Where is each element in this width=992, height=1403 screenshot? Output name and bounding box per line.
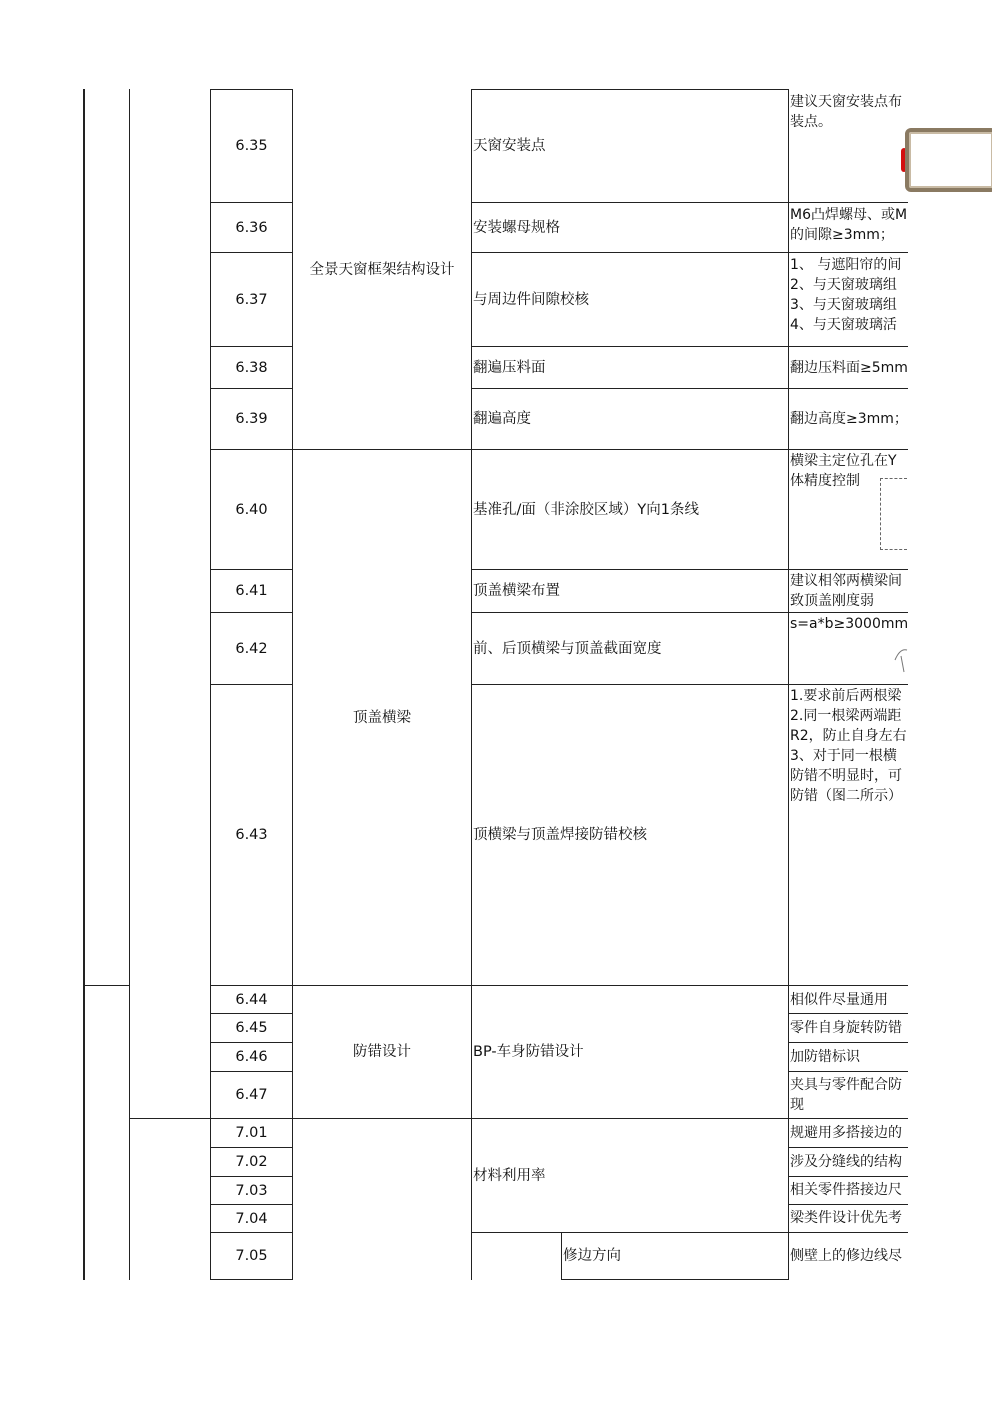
row-line <box>210 1279 292 1280</box>
description-cell <box>789 1246 909 1266</box>
description-line: 的间隙≥3mm； <box>790 227 894 243</box>
description-cell <box>789 92 909 132</box>
description-cell <box>789 1047 909 1067</box>
item-number: 6.42 <box>235 640 268 657</box>
description-cell <box>789 1180 909 1200</box>
description-line: 2、与天窗玻璃组 <box>790 277 897 293</box>
category-skylight: 全景天窗框架结构设计 <box>309 261 455 278</box>
description-line: 防错不明显时，可 <box>790 768 902 784</box>
item-number: 6.45 <box>235 1020 268 1036</box>
description-line: 装点。 <box>790 114 832 130</box>
description-line: 2.同一根梁两端距 <box>790 708 902 724</box>
description-line: 零件自身旋转防错 <box>790 1020 902 1036</box>
description-line: 4、与天窗玻璃活 <box>790 317 897 333</box>
item-label: 安装螺母规格 <box>473 219 560 236</box>
description-line: 梁类件设计优先考 <box>790 1210 902 1226</box>
description-line: 侧壁上的修边线尽 <box>790 1248 902 1264</box>
description-line: 体精度控制 <box>790 473 860 489</box>
item-label: 天窗安装点 <box>473 138 546 154</box>
description-line: 3、对于同一根横 <box>790 748 897 764</box>
item-number: 6.38 <box>235 359 268 376</box>
sketch-fragment-icon <box>893 644 908 674</box>
item-number: 6.37 <box>235 291 268 308</box>
row-line <box>561 1279 788 1280</box>
item-label: 顶盖横梁布置 <box>473 583 560 599</box>
row-line <box>83 985 129 986</box>
description-cell <box>789 358 909 378</box>
description-line: 涉及分缝线的结构 <box>790 1154 902 1170</box>
row-line <box>788 1176 908 1177</box>
item-number: 6.43 <box>235 827 268 843</box>
description-line: 3、与天窗玻璃组 <box>790 297 897 313</box>
description-line: 相似件尽量通用 <box>790 992 888 1008</box>
item-label: 与周边件间隙校核 <box>473 291 589 308</box>
item-number: 7.05 <box>235 1248 268 1264</box>
description-cell <box>789 990 909 1010</box>
description-cell <box>789 409 909 429</box>
description-line: 防错（图二所示） <box>790 788 902 804</box>
description-cell <box>789 686 909 806</box>
item-label: 顶横梁与顶盖焊接防错校核 <box>473 827 647 843</box>
item-label: BP-车身防错设计 <box>473 1044 584 1060</box>
row-line <box>788 1147 908 1148</box>
description-line: 相关零件搭接边尺 <box>790 1182 902 1198</box>
description-cell <box>789 1152 909 1172</box>
item-number: 6.47 <box>235 1087 268 1103</box>
item-number: 6.35 <box>235 138 268 154</box>
item-number: 6.41 <box>235 583 268 599</box>
description-cell <box>789 571 909 611</box>
sketch-fragment <box>880 478 907 550</box>
description-line: s=a*b≥3000mm <box>790 616 909 632</box>
description-line: 翻边高度≥3mm； <box>790 411 908 427</box>
description-line: 翻边压料面≥5mm <box>790 360 908 376</box>
description-line: 规避用多搭接边的 <box>790 1125 902 1141</box>
stamp-image <box>905 128 992 192</box>
item-label: 前、后顶横梁与顶盖截面宽度 <box>473 640 662 657</box>
item-label: 基准孔/面（非涂胶区域）Y向1条线 <box>473 501 699 518</box>
description-line: M6凸焊螺母、或M <box>790 207 908 223</box>
description-line: 加防错标识 <box>790 1049 860 1065</box>
column-divider-1 <box>129 89 130 1280</box>
item-label: 翻遍高度 <box>473 411 531 427</box>
item-number: 6.46 <box>235 1049 268 1065</box>
item-label: 翻遍压料面 <box>473 359 546 376</box>
description-cell <box>789 255 909 335</box>
item-number: 6.40 <box>235 501 268 518</box>
description-line: 1、 与遮阳帘的间 <box>790 257 902 273</box>
description-cell <box>789 205 909 245</box>
item-number: 7.04 <box>235 1210 268 1227</box>
item-number: 6.39 <box>235 411 268 427</box>
description-line: 1.要求前后两根梁 <box>790 688 902 704</box>
description-line: 现 <box>790 1097 804 1113</box>
outer-left-border <box>83 89 85 1280</box>
row-line <box>788 1013 908 1014</box>
description-line: 夹具与零件配合防 <box>790 1077 902 1093</box>
item-label: 材料利用率 <box>473 1167 546 1184</box>
item-number: 6.44 <box>235 991 268 1008</box>
description-line: 致顶盖刚度弱 <box>790 593 874 609</box>
row-line <box>788 1204 908 1205</box>
description-cell <box>789 1123 909 1143</box>
description-line: 建议天窗安装点布 <box>790 94 902 110</box>
item-label: 修边方向 <box>563 1248 621 1264</box>
description-line: R2，防止自身左右 <box>790 728 907 744</box>
item-number: 6.36 <box>235 219 268 236</box>
description-line: 横梁主定位孔在Y <box>790 453 897 469</box>
description-cell <box>789 1075 909 1115</box>
description-cell <box>789 614 909 634</box>
description-cell <box>789 1208 909 1228</box>
item-number: 7.02 <box>235 1154 268 1170</box>
category-roof-beam: 顶盖横梁 <box>353 709 411 726</box>
row-line <box>788 1042 908 1043</box>
category-error-proof: 防错设计 <box>353 1044 411 1060</box>
row-line <box>788 1071 908 1072</box>
description-line: 建议相邻两横梁间 <box>790 573 902 589</box>
item-number: 7.03 <box>235 1182 268 1199</box>
description-cell <box>789 1018 909 1038</box>
item-number: 7.01 <box>235 1125 268 1141</box>
